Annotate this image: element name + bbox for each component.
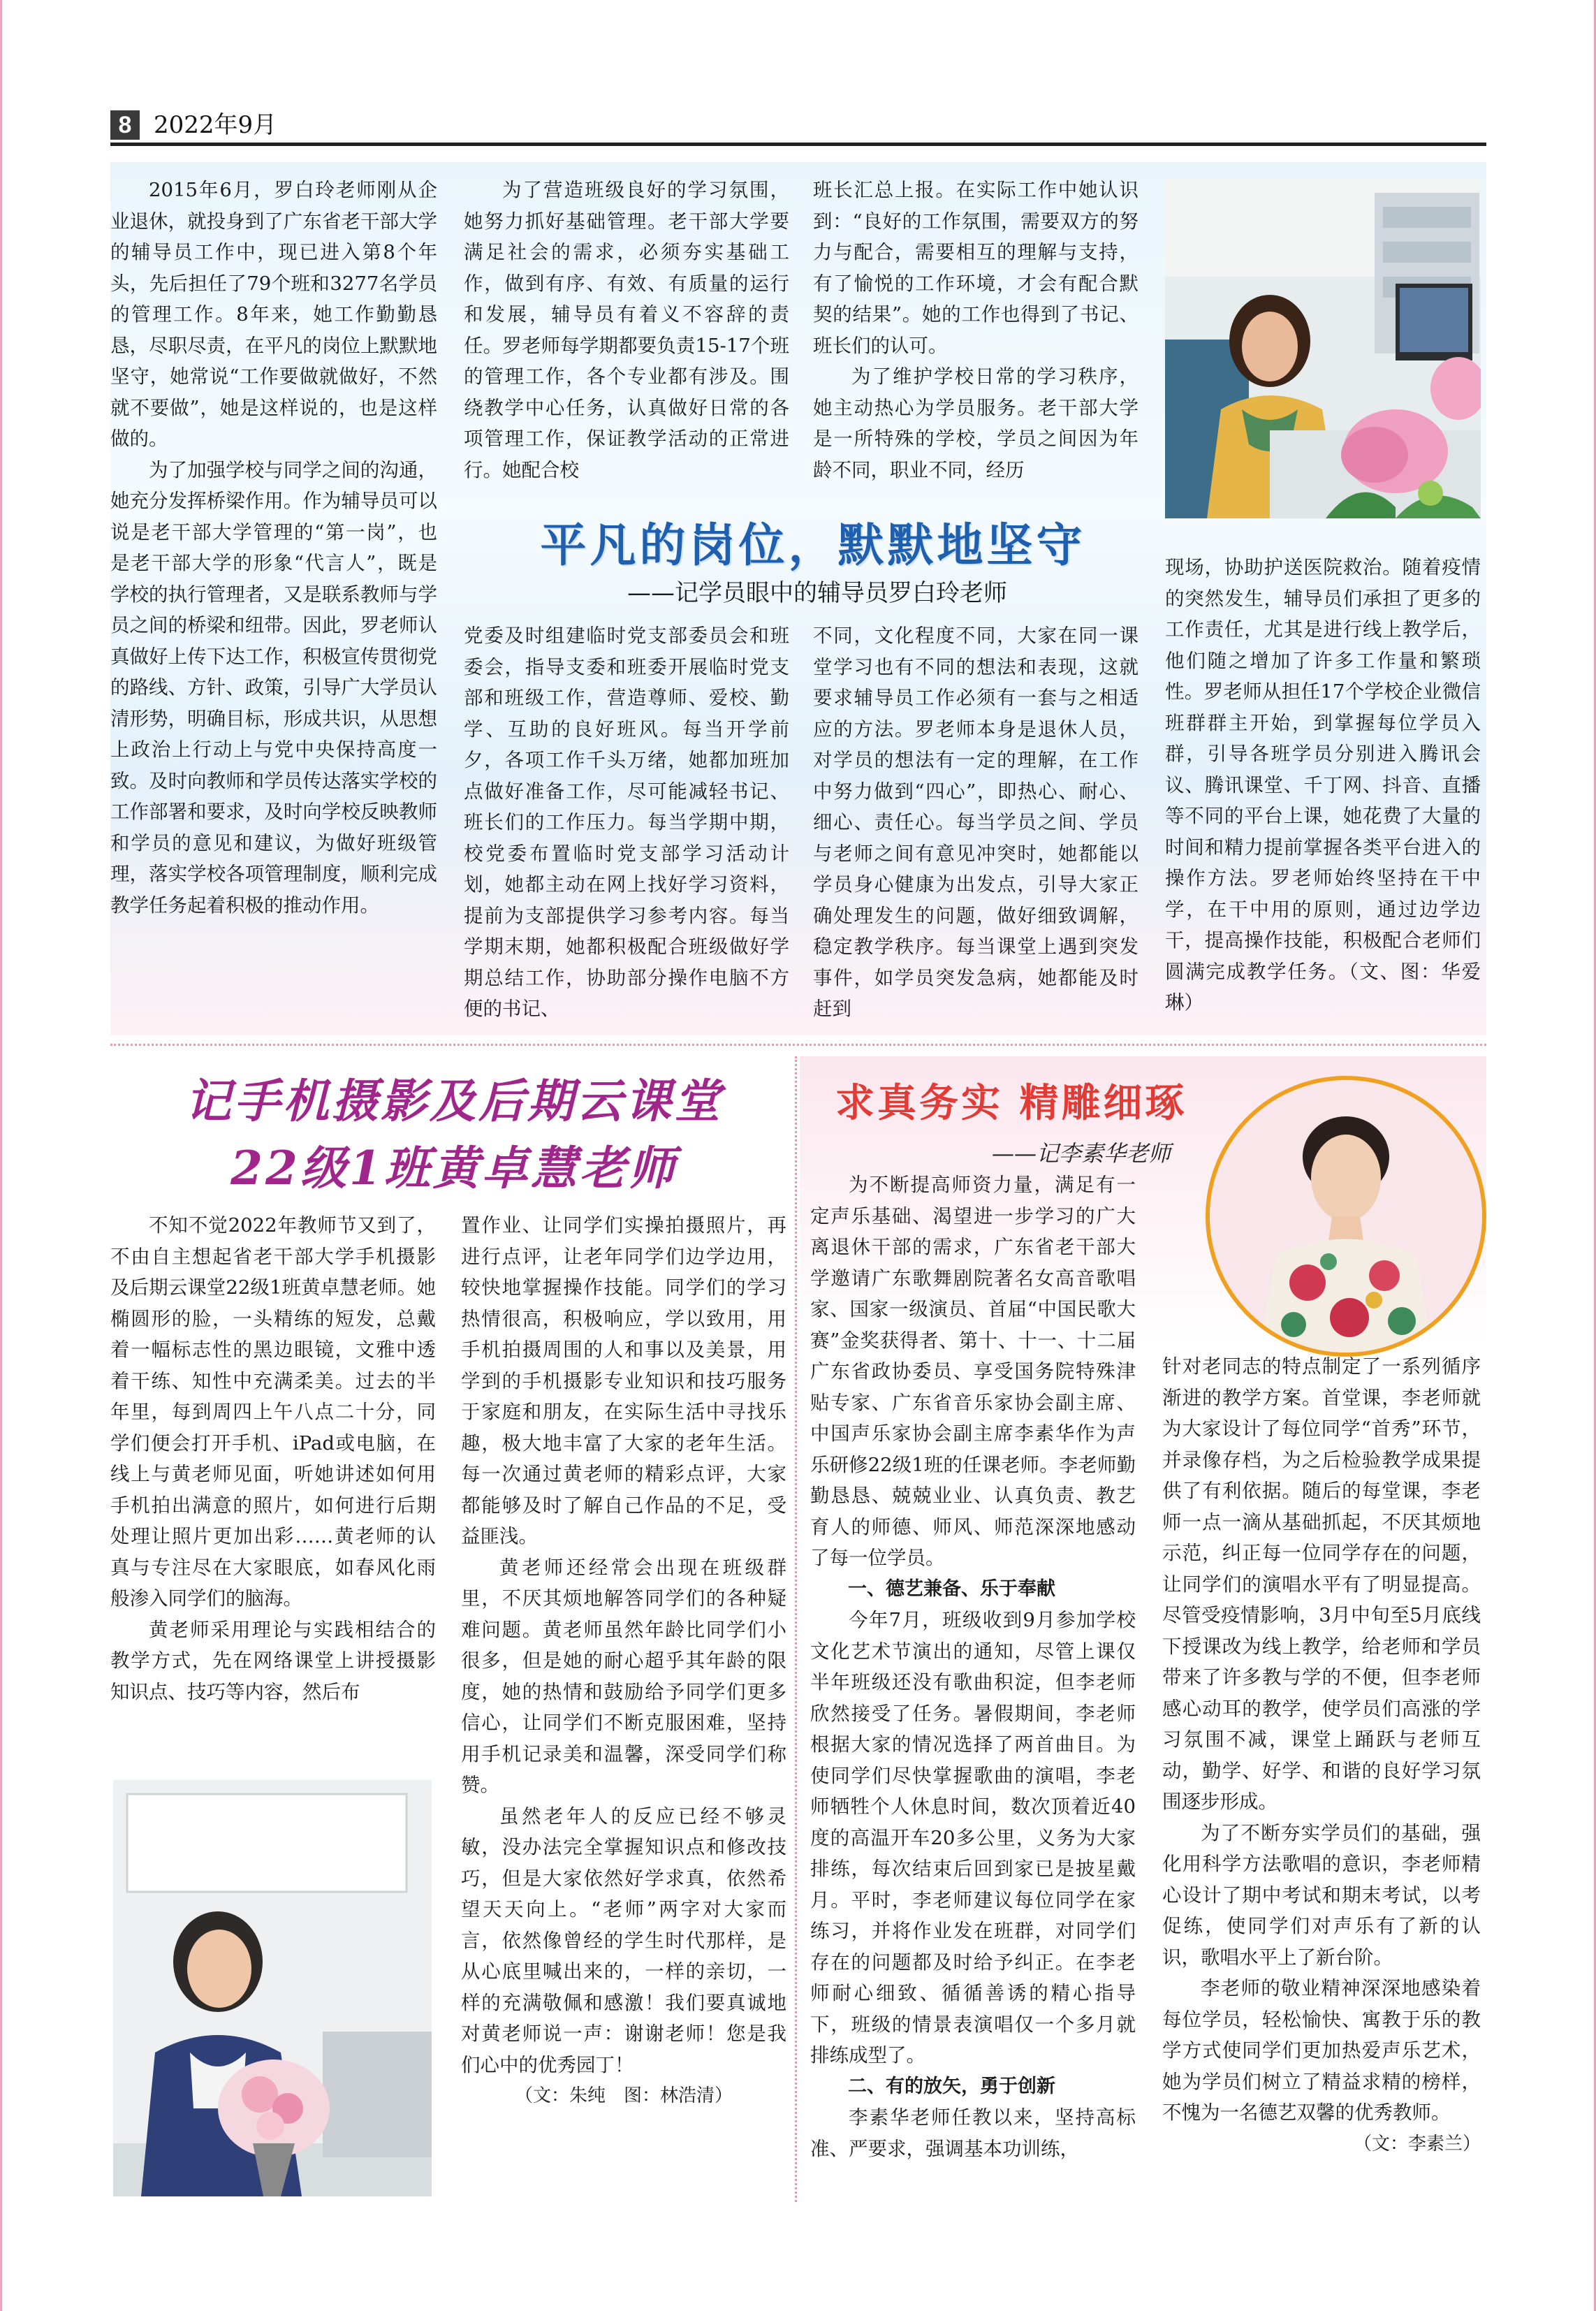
article2-column-1 xyxy=(110,1210,436,1780)
article2-credit: （文：朱纯 图：林浩清） xyxy=(514,2085,733,2106)
teacher-with-flowers-photo xyxy=(113,1780,432,2196)
article1-col3-para: 为了维护学校日常的学习秩序，她主动热心为学员服务。老干部大学是一所特殊的学校，学员之间因为年龄不同，职业不同，经历 xyxy=(813,365,1139,481)
article2-col1-para: 不知不觉2022年教师节又到了，不由自主想起省老干部大学手机摄影及后期云课堂22级1班黄卓慧老师。她椭圆形的脸，一头精练的短发，总戴着一幅标志性的黑边眼镜，文雅中透着干练、知性中充满柔美。过去的半年里，每到周四上午八点二十分，同学们便会打开手机、iPad或电脑，在线上与黄老师见面，听她讲述如何用手机拍出满意的照片，如何进行后期处理让照片更加出彩……黄老师的认真与专注尽在大家眼底，如春风化雨般渗入同学们的脑海。 xyxy=(110,1214,436,1610)
article3-col2-para: 针对老同志的特点制定了一系列循序渐进的教学方案。首堂课，李老师就为大家设计了每位同学“首秀”环节，并录像存档，为之后检验教学成果提供了有利依据。随后的每堂课，李老师一点一滴从基础抓起，不厌其烦地示范，纠正每一位同学存在的问题，让同学们的演唱水平有了明显提高。尽管受疫情影响，3月中旬至5月底线下授课改为线上教学，给老师和学员带来了许多教与学的不便，但李老师感心动耳的教学，使学员们高涨的学习氛围不减，课堂上踊跃与老师互动，勤学、好学、和谐的良好学习氛围逐步形成。 xyxy=(1162,1355,1481,1813)
article3-heading-2: 二、有的放矢，勇于创新 xyxy=(848,2075,1055,2097)
article1-title: 平凡的岗位，默默地坚守 xyxy=(540,518,1086,572)
teacher-at-desk-photo xyxy=(1165,179,1481,518)
section-divider-horizontal xyxy=(110,1044,1486,1046)
article3-subtitle: ——记李素华老师 xyxy=(992,1140,1171,1167)
article2-column-2 xyxy=(461,1210,786,2194)
article1-col1-para: 为了加强学校与同学之间的沟通，她充分发挥桥梁作用。作为辅导员可以说是老干部大学管理的“第一岗”，也是老干部大学的形象“代言人”，既是学校的执行管理者，又是联系教师与学员之间的桥梁和纽带。因此，罗老师认真做好上传下达工作，积极宣传贯彻党的路线、方针、政策，引导广大学员认清形势，明确目标，形成共识，从思想上政治上行动上与党中央保持高度一致。及时向教师和学员传达落实学校的工作部署和要求，及时向学校反映教师和学员的意见和建议，为做好班级管理，落实学校各项管理制度，顺利完成教学任务起着积极的推动作用。 xyxy=(110,458,437,917)
page-edge-left xyxy=(0,0,2,2311)
article1-col2-para: 党委及时组建临时党支部委员会和班委会，指导支委和班委开展临时党支部和班级工作，营造尊师、爱校、勤学、互助的良好班风。每当开学前夕，各项工作千头万绪，她都加班加点做好准备工作，尽可能减轻书记、班长们的工作压力。每当学期中期，校党委布置临时党支部学习活动计划，她都主动在网上找好学习资料，提前为支部提供学习参考内容。每当学期末期，她都积极配合班级做好学期总结工作，协助部分操作电脑不方便的书记、 xyxy=(464,625,789,1020)
article3-col1-para: 为不断提高师资力量，满足有一定声乐基础、渴望进一步学习的广大离退休干部的需求，广东省老干部大学邀请广东歌舞剧院著名女高音歌唱家、国家一级演员、首届“中国民歌大赛”金奖获得者、第十、十一、十二届广东省政协委员、享受国务院特殊津贴专家、广东省音乐家协会副主席、中国声乐家协会副主席李素华作为声乐研修22级1班的任课老师。李老师勤勤恳恳、兢兢业业、认真负责、教艺育人的师德、师风、师范深深地感动了每一位学员。 xyxy=(810,1174,1136,1569)
article2-title-line1: 记手机摄影及后期云课堂 xyxy=(185,1074,723,1128)
article2-col1-para: 黄老师采用理论与实践相结合的教学方式，先在网络课堂上讲授摄影知识点、技巧等内容，然后布 xyxy=(110,1618,436,1703)
issue-date: 2022年9月 xyxy=(154,111,277,139)
article3-col2-para: 为了不断夯实学员们的基础，强化用科学方法歌唱的意识，李老师精心设计了期中考试和期末考试，以考促练，使同学们对声乐有了新的认识，歌唱水平上了新台阶。 xyxy=(1162,1821,1481,1969)
article1-col2-para: 为了营造班级良好的学习氛围，她努力抓好基础管理。老干部大学要满足社会的需求，必须夯实基础工作，做到有序、有效、有质量的运行和发展，辅导员有着义不容辞的责任。罗老师每学期都要负责15-17个班的管理工作，各个专业都有涉及。围绕教学中心任务，认真做好日常的各项管理工作，保证教学活动的正常进行。她配合校 xyxy=(464,179,789,481)
article3-heading-1: 一、德艺兼备、乐于奉献 xyxy=(848,1577,1055,1600)
li-suhua-portrait xyxy=(1206,1076,1486,1357)
article2-col2-para: 虽然老年人的反应已经不够灵敏，没办法完全掌握知识点和修改技巧，但是大家依然好学求真，依然希望天天向上。“老师”两字对大家而言，依然像曾经的学生时代那样，是从心底里喊出来的，一样的亲切，一样的充满敬佩和感激！我们要真诚地对黄老师说一声：谢谢老师！您是我们心中的优秀园丁！ xyxy=(461,1805,786,2076)
article3-credit: （文：李素兰） xyxy=(1353,2133,1481,2155)
header-rule xyxy=(110,143,1486,146)
section-divider-vertical xyxy=(795,1056,797,2202)
article1-column-3-bottom xyxy=(813,620,1139,1034)
article1-col1-para: 2015年6月，罗白玲老师刚从企业退休，就投身到了广东省老干部大学的辅导员工作中，现已进入第8个年头，先后担任了79个班和3277名学员的管理工作。8年来，她工作勤勤恳恳，尽职尽责，在平凡的岗位上默默地坚守，她常说“工作要做就做好，不然就不要做”，她是这样说的，也是这样做的。 xyxy=(110,179,437,450)
article3-col1-para: 今年7月，班级收到9月参加学校文化艺术节演出的通知，尽管上课仅半年班级还没有歌曲积淀，但李老师欣然接受了任务。暑假期间，李老师根据大家的情况选择了两首曲目。为使同学们尽快掌握歌曲的演唱，李老师牺牲个人休息时间，数次顶着近40度的高温开车20多公里，义务为大家排练，每次结束后回到家已是披星戴月。平时，李老师建议每位同学在家练习，并将作业发在班群，对同学们存在的问题都及时给予纠正。在李老师耐心细致、循循善诱的精心指导下，班级的情景表演唱仅一个多月就排练成型了。 xyxy=(810,1609,1136,2066)
article3-col2-para: 李老师的敬业精神深深地感染着每位学员，轻松愉快、寓教于乐的教学方式使同学们更加热爱声乐艺术，她为学员们树立了精益求精的榜样，不愧为一名德艺双馨的优秀教师。 xyxy=(1162,1977,1481,2124)
article1-col3-para: 班长汇总上报。在实际工作中她认识到：“良好的工作氛围，需要双方的努力与配合，需要相互的理解与支持，有了愉悦的工作环境，才会有配合默契的结果”。她的工作也得到了书记、班长们的认可。 xyxy=(813,179,1139,357)
article1-col3-para: 不同，文化程度不同，大家在同一课堂学习也有不同的想法和表现，这就要求辅导员工作必须有一套与之相适应的方法。罗老师本身是退休人员，对学员的想法有一定的理解，在工作中努力做到“四心”，即热心、耐心、细心、责任心。每当学员之间、学员与老师之间有意见冲突时，她都能以学员身心健康为出发点，引导大家正确处理发生的问题，做好细致调解，稳定教学秩序。每当课堂上遇到突发事件，如学员突发急病，她都能及时赶到 xyxy=(813,625,1139,1020)
article2-title-line2: 22级1班黄卓慧老师 xyxy=(230,1141,678,1195)
article3-col1-para: 李素华老师任教以来，坚持高标准、严要求，强调基本功训练， xyxy=(810,2106,1136,2160)
article3-column-1 xyxy=(810,1169,1136,2201)
article3-column-2 xyxy=(1162,1351,1481,2201)
article1-column-2-top xyxy=(464,175,789,517)
article1-column-4 xyxy=(1165,552,1481,1034)
page-number: 8 xyxy=(110,110,140,140)
article1-subtitle: ——记学员眼中的辅导员罗白玲老师 xyxy=(627,579,1007,607)
article2-col2-para: 黄老师还经常会出现在班级群里，不厌其烦地解答同学们的各种疑难问题。黄老师虽然年龄比同学们小很多，但是她的耐心超乎其年龄的限度，她的热情和鼓励给予同学们更多信心，让同学们不断克服困难，坚持用手机记录美和温馨，深受同学们称赞。 xyxy=(461,1556,786,1796)
article1-column-2-bottom xyxy=(464,620,789,1034)
article3-title: 求真务实 精雕细琢 xyxy=(835,1081,1187,1126)
article1-column-1 xyxy=(110,175,437,1034)
article1-col4-para: 现场，协助护送医院救治。随着疫情的突然发生，辅导员们承担了更多的工作责任，尤其是进行线上教学后，他们随之增加了许多工作量和繁琐性。罗老师从担任17个学校企业微信班群群主开始，到掌握每位学员入群，引导各班学员分别进入腾讯会议、腾讯课堂、千丁网、抖音、直播等不同的平台上课，她花费了大量的时间和精力提前掌握各类平台进入的操作方法。罗老师始终坚持在干中学，在干中用的原则，通过边学边干，提高操作技能，积极配合老师们圆满完成教学任务。（文、图：华爱琳） xyxy=(1165,556,1481,1014)
article1-column-3-top xyxy=(813,175,1139,517)
article2-col2-para: 置作业、让同学们实操拍摄照片，再进行点评，让老年同学们边学边用，较快地掌握操作技能。同学们的学习热情很高，积极响应，学以致用，用手机拍摄周围的人和事以及美景，用学到的手机摄影专业知识和技巧服务于家庭和朋友，在实际生活中寻找乐趣，极大地丰富了大家的老年生活。每一次通过黄老师的精彩点评，大家都能够及时了解自己作品的不足，受益匪浅。 xyxy=(461,1214,786,1547)
